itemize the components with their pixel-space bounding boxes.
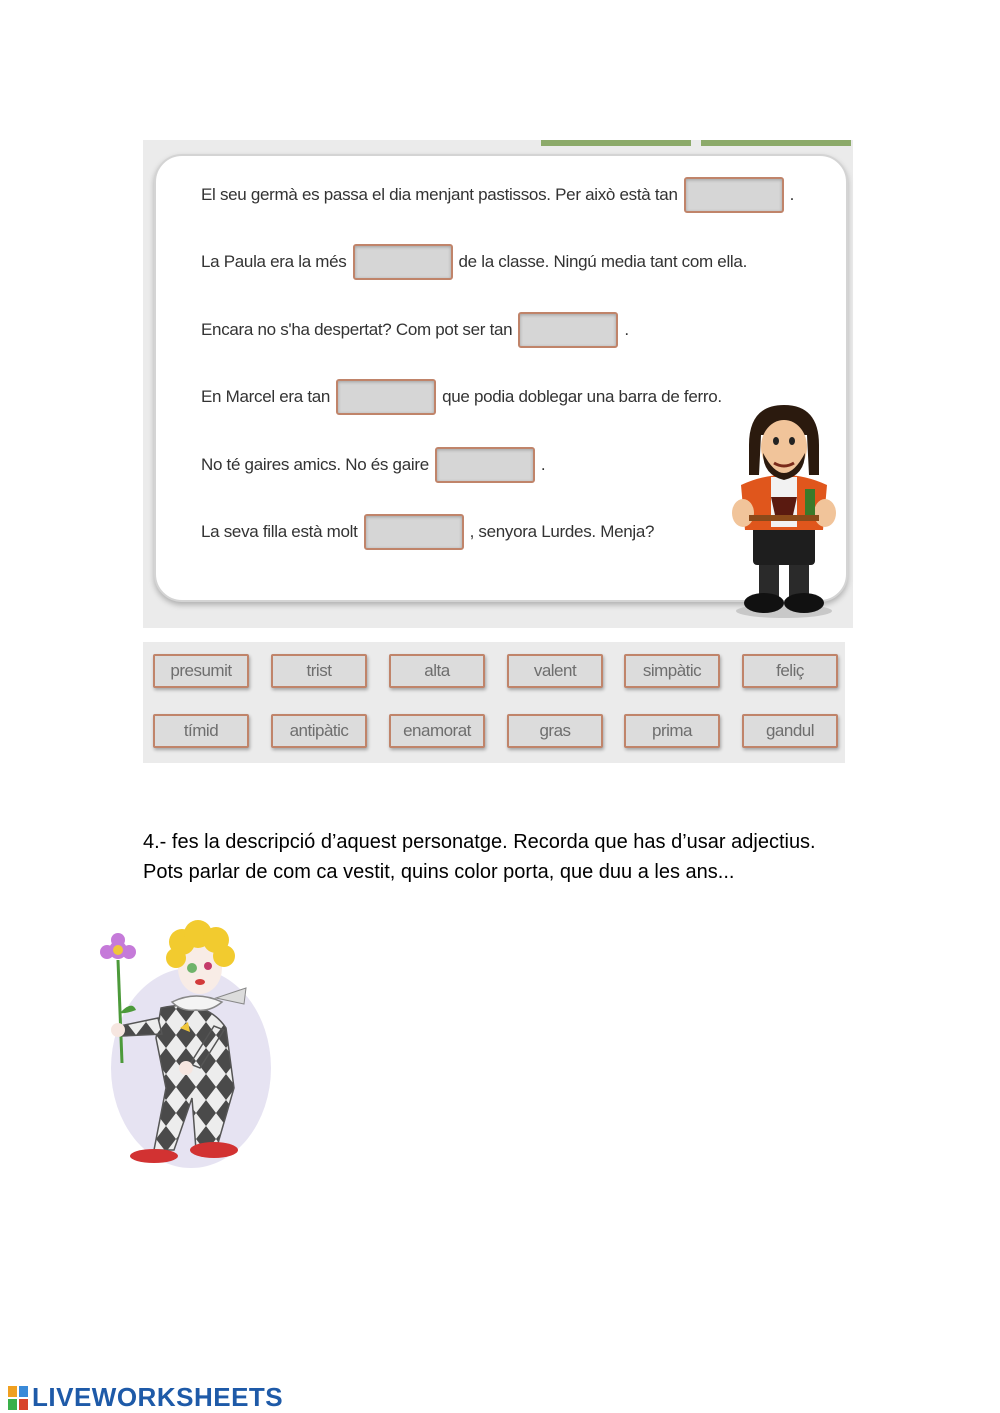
pierrot-illustration	[96, 918, 281, 1180]
sentence-text: No té gaires amics. No és gaire	[201, 455, 429, 474]
word-bank	[143, 642, 845, 763]
sentence-5	[201, 447, 545, 483]
exercise-panel	[143, 140, 853, 628]
word-tile[interactable]: gras	[507, 714, 603, 748]
word-tile[interactable]: gandul	[742, 714, 838, 748]
sentence-text: La seva filla està molt	[201, 522, 358, 541]
sentence-text: La Paula era la més	[201, 252, 347, 271]
word-tile[interactable]: simpàtic	[624, 654, 720, 688]
answer-blank-3[interactable]	[518, 312, 618, 348]
sentence-text: , senyora Lurdes. Menja?	[469, 522, 655, 541]
instruction-line: 4.- fes la descripció d’aquest personatge. Recorda que has d’usar adjectius.	[143, 831, 816, 853]
instruction-line: Pots parlar de com ca vestit, quins color porta, que duu a les ans...	[143, 861, 735, 883]
sentence-6	[201, 514, 654, 550]
answer-blank-2[interactable]	[353, 244, 453, 280]
sentence-3	[201, 312, 629, 348]
sentence-text: El seu germà es passa el dia menjant pastissos. Per això està tan	[201, 185, 678, 204]
word-tile[interactable]: valent	[507, 654, 603, 688]
word-tile[interactable]: feliç	[742, 654, 838, 688]
word-tile[interactable]: presumit	[153, 654, 249, 688]
word-tile[interactable]: enamorat	[389, 714, 485, 748]
answer-blank-4[interactable]	[336, 379, 436, 415]
instructions	[143, 827, 903, 887]
sentence-text: En Marcel era tan	[201, 387, 331, 406]
sentence-2	[201, 244, 747, 280]
word-tile[interactable]: trist	[271, 654, 367, 688]
answer-blank-1[interactable]	[684, 177, 784, 213]
sentence-1	[201, 177, 794, 213]
word-tile[interactable]: alta	[389, 654, 485, 688]
sentence-text: que podia doblegar una barra de ferro.	[442, 387, 722, 406]
sentence-text: de la classe. Ningú media tant com ella.	[458, 252, 747, 271]
word-tile[interactable]: antipàtic	[271, 714, 367, 748]
tab-strip	[541, 140, 691, 146]
answer-blank-5[interactable]	[435, 447, 535, 483]
sentence-text: .	[540, 455, 546, 474]
word-tile[interactable]: prima	[624, 714, 720, 748]
liveworksheets-logo-icon	[8, 1386, 28, 1410]
brand-name: LIVEWORKSHEETS	[32, 1382, 284, 1412]
sentence-4	[201, 379, 722, 415]
word-tile[interactable]: tímid	[153, 714, 249, 748]
sentence-text: .	[789, 185, 795, 204]
brand-logo[interactable]	[8, 1382, 283, 1413]
answer-blank-6[interactable]	[364, 514, 464, 550]
sentence-text: Encara no s'ha despertat? Com pot ser tan	[201, 320, 513, 339]
waiter-illustration	[719, 405, 849, 620]
tab-strip	[701, 140, 851, 146]
sentence-text: .	[624, 320, 629, 339]
